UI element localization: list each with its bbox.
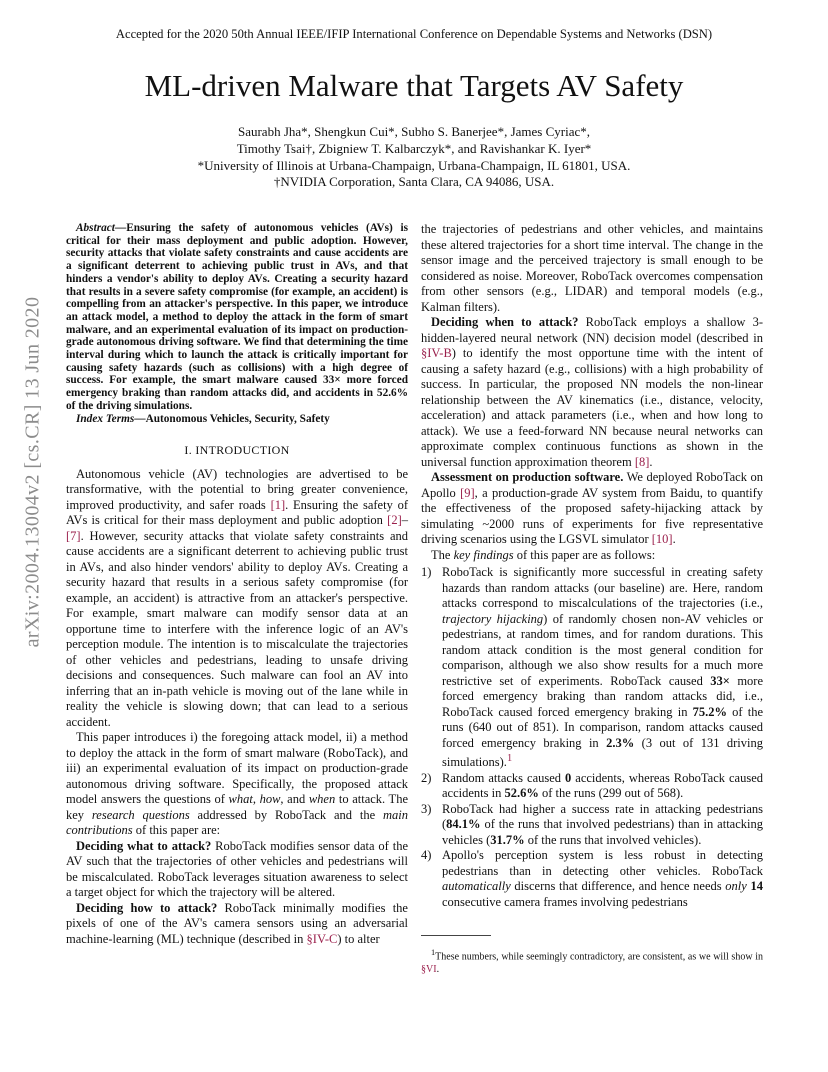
text: . However, security attacks that violate safety constraints and cause accidents are a significant deterrent to achieving public trust in AVs, and also hinder vendors' ability to deploy AVs. Creating a security hazard that results in a serious safety compromise (for example, an accident) is attractive from an attacker's perspective. For example, smart malware can modify sensor data at an opportune time to interfere with the inference logic of an AV's perception module. The intention is to miscalculate the trajectories of other vehicles and pedestrians, leading to unsafe driving decisions and consequences. Such malware can fool an AV into inferring that an in-path vehicle is moving out of the lane while in reality the vehicle is slowing down; that can lead to a serious accident. xyxy=(66,528,408,729)
text: , a production-grade AV system from Baidu, to quantify the effectiveness of the proposed safety-hijacking attack by simulating ~2000 runs of experiments for five representative driving scenarios using the LGSVL simulator xyxy=(421,485,763,546)
list-item xyxy=(421,565,763,771)
text: RoboTack had higher a success rate in attacking pedestrians ( xyxy=(442,801,763,832)
text: RoboTack minimally modifies the pixels of one of the AV's camera sensors using an adversarial machine-learning (ML) technique (described in xyxy=(66,900,408,946)
emph: main contributions xyxy=(66,807,408,838)
text: . xyxy=(649,454,653,469)
emph: only xyxy=(725,879,747,894)
affiliation-2: †NVIDIA Corporation, Santa Clara, CA 94086, USA. xyxy=(273,174,555,190)
text: This paper introduces i) the foregoing attack model, ii) a method to deploy the attack in the form of smart malware (RoboTack), and iii) an experimental evaluation of its impact on production-grade autonomous driving software. Specifically, the proposed attack model answers the questions of xyxy=(66,730,408,807)
bold-value: 14 xyxy=(750,879,763,894)
text: of the runs (299 out of 568). xyxy=(538,786,684,801)
author-line-1: Saurabh Jha*, Shengkun Cui*, Subho S. Banerjee*, James Cyriac*, xyxy=(237,124,591,139)
when-to-attack-paragraph xyxy=(421,315,763,470)
text: RoboTack modifies sensor data of the AV such that the trajectories of other vehicles and pedestrians will be miscalculated. RoboTack leverages situation awareness to select a target object for which the trajectory will be altered. xyxy=(66,838,408,900)
emph: automatically xyxy=(442,879,511,894)
abstract xyxy=(66,222,408,413)
arxiv-stamp-text: arXiv:2004.13004v2 [cs.CR] 13 Jun 2020 xyxy=(21,296,44,648)
citation-link[interactable]: [9] xyxy=(460,485,475,500)
bold-value: 0 xyxy=(565,770,572,785)
run-in-heading: Deciding when to attack? xyxy=(431,315,579,329)
citation-link[interactable]: [8] xyxy=(634,454,650,469)
list-item xyxy=(421,802,763,849)
assessment-paragraph xyxy=(421,470,763,548)
index-terms-label: Index Terms xyxy=(76,412,135,425)
text: ) to identify the most opportune time with the intent of causing a safety hazard (e.g., collisions) with a high probability of success. In particular, the proposed NN models the non-linear relationship between the AV kinematics (i.e., distance, velocity, acceleration) and attack parameters (i.e., when and how long to attack). We use a feed-forward NN because neural networks can approximate complex continuous functions as shown in the universal function approximation theorem xyxy=(421,346,763,469)
list-number: 3) xyxy=(421,801,432,816)
right-column xyxy=(421,222,763,910)
text: RoboTack is significantly more successful in creating safety hazards than random attacks (our baseline) are. Here, random attacks correspond to miscalculations of the trajectories (i.e., xyxy=(442,565,763,610)
text: of the runs that involved vehicles). xyxy=(524,832,702,847)
abstract-text: —Ensuring the safety of autonomous vehicles (AVs) is critical for their mass deployment and public adoption. However, security attacks that violate safety constraints and cause accidents are a significant deterrent to achieving public trust in AVs, and that hinders a vendor's ability to deploy AVs. Creating a security hazard that results in a severe safety compromise (for example, an accident) is compelling from an attacker's perspective. In this paper, we introduce an attack model, a method to deploy the attack in the form of smart malware, and an experimental evaluation of its impact on production-grade autonomous driving software. We find that determining the time interval during which to launch the attack is critically important for causing safety hazards (such as collisions) with a high degree of success. For example, the smart malware caused 33× more forced emergency braking than random attacks did, and accidents in 52.6% of the driving simulations. xyxy=(66,222,408,412)
citation-link[interactable]: [2] xyxy=(387,513,402,528)
affiliation-1: *University of Illinois at Urbana-Champaign, Urbana-Champaign, IL 61801, USA. xyxy=(197,157,631,173)
text: . Ensuring the safety of AVs is critical for their mass deployment and public adoption xyxy=(66,497,408,528)
paper-title: ML-driven Malware that Targets AV Safety xyxy=(144,68,684,103)
list-number: 4) xyxy=(421,848,432,863)
bold-value: 31.7% xyxy=(490,832,525,847)
continued-paragraph: the trajectories of pedestrians and other vehicles, and maintains these altered trajectories for a short time interval. The change in the sensor image and the perceived trajectory is small enough to be considered as noise. Moreover, RoboTack overcomes compensation from other sensors (e.g., LIDAR) and temporal models (e.g., Kalman filters). xyxy=(421,222,763,314)
bold-value: 84.1% xyxy=(446,817,481,832)
run-in-heading: Deciding what to attack? xyxy=(76,838,212,853)
left-column xyxy=(66,222,408,947)
emph: trajectory hijacking xyxy=(442,611,544,626)
run-in-heading: Assessment on production software. xyxy=(431,470,624,484)
text: . xyxy=(436,963,440,975)
text: – xyxy=(401,513,408,528)
index-terms-text: —Autonomous Vehicles, Security, Safety xyxy=(134,412,330,425)
text: We deployed RoboTack on Apollo xyxy=(421,470,763,500)
text: addressed by RoboTack and the xyxy=(189,807,383,822)
text: of this paper are: xyxy=(132,823,221,838)
footnote-marker[interactable]: 1 xyxy=(506,753,513,764)
citation-link[interactable]: [7] xyxy=(66,528,81,543)
list-item xyxy=(421,771,763,802)
section-link[interactable]: §VI xyxy=(421,963,437,975)
list-item xyxy=(421,848,763,910)
bold-value: 52.6% xyxy=(504,786,539,801)
text: (3 out of 131 driving simulations). xyxy=(442,735,763,770)
text: Random attacks caused xyxy=(442,770,566,785)
text: discerns that difference, and hence needs xyxy=(510,879,726,894)
text: ) of randomly chosen non-AV vehicles or pedestrians, at random times, and for random durations. This random attack condition is the most general condition for comparison, although we also show results for a much more restrictive set of experiments. RoboTack caused xyxy=(442,611,763,688)
text: of this paper are as follows: xyxy=(513,547,656,562)
emph: research questions xyxy=(91,807,190,822)
key-findings-intro xyxy=(421,548,763,564)
text: consecutive camera frames involving pedestrians xyxy=(442,894,688,909)
key-findings-list xyxy=(421,565,763,910)
text: . xyxy=(672,532,676,546)
intro-paragraph-2 xyxy=(66,730,408,839)
emph: key findings xyxy=(453,547,514,562)
emph: what xyxy=(228,792,253,807)
text: of the runs (640 out of 851). In comparison, random attacks caused forced emergency braking in xyxy=(442,704,763,750)
citation-link[interactable]: [1] xyxy=(270,497,286,512)
footnote xyxy=(421,947,763,976)
text: RoboTack employs a shallow 3-hidden-layered neural network (NN) decision model (described in xyxy=(421,315,763,345)
citation-link[interactable]: [10] xyxy=(651,532,673,546)
emph: when xyxy=(308,792,336,807)
text: , and xyxy=(280,792,309,807)
conference-banner: Accepted for the 2020 50th Annual IEEE/IFIP International Conference on Dependable Systems and Networks (DSN) xyxy=(115,27,713,41)
text: Autonomous vehicle (AV) technologies are advertised to be transformative, with the potential to bring greater convenience, improved productivity, and safer roads xyxy=(66,466,408,512)
index-terms xyxy=(66,413,408,426)
section-link[interactable]: §IV-B xyxy=(421,346,452,360)
intro-paragraph-1 xyxy=(66,467,408,731)
text: These numbers, while seemingly contradictory, are consistent, as we will show in xyxy=(435,951,763,963)
what-to-attack-paragraph xyxy=(66,839,408,901)
footnote-rule xyxy=(421,935,491,936)
text: Apollo's perception system is less robust in detecting pedestrians than in detecting other vehicles. RoboTack xyxy=(442,848,763,878)
how-to-attack-paragraph xyxy=(66,901,408,948)
run-in-heading: Deciding how to attack? xyxy=(76,900,218,915)
author-block xyxy=(0,124,828,191)
text: to attack. The key xyxy=(66,792,408,822)
list-number: 2) xyxy=(421,770,432,785)
list-number: 1) xyxy=(421,565,432,579)
text: of the runs that involved pedestrians) than in attacking vehicles ( xyxy=(442,817,763,847)
text: more forced emergency braking than random attacks did, i.e., RoboTack caused forced emergency braking in xyxy=(442,673,764,719)
emph: how xyxy=(259,792,281,807)
author-line-2: Timothy Tsai†, Zbigniew T. Kalbarczyk*, and Ravishankar K. Iyer* xyxy=(236,140,592,156)
text: The xyxy=(431,547,454,562)
text: , xyxy=(252,792,260,807)
abstract-label: Abstract xyxy=(76,222,115,234)
footnote-mark: 1 xyxy=(431,948,436,957)
bold-value: 75.2% xyxy=(692,704,727,719)
bold-value: 2.3% xyxy=(606,735,635,750)
text: ) to alter xyxy=(337,931,380,946)
section-heading: I. INTRODUCTION xyxy=(184,443,290,458)
text: accidents, whereas RoboTack caused accidents in xyxy=(442,770,763,801)
section-link[interactable]: §IV-C xyxy=(306,931,338,946)
bold-value: 33× xyxy=(710,673,730,688)
